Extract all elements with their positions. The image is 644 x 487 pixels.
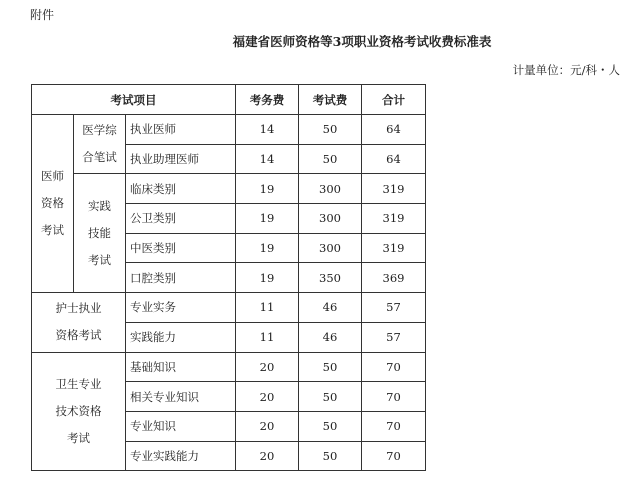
attachment-label: 附件 xyxy=(30,8,55,22)
item-name: 口腔类别 xyxy=(126,263,236,293)
item-name: 临床类别 xyxy=(126,174,236,204)
item-name: 执业助理医师 xyxy=(126,144,236,174)
item-name: 基础知识 xyxy=(126,352,236,382)
table-row xyxy=(32,293,426,323)
service-fee-cell: 19 xyxy=(236,174,299,204)
service-fee-cell: 20 xyxy=(236,411,299,441)
service-fee-cell: 20 xyxy=(236,382,299,412)
total-cell: 57 xyxy=(362,293,426,323)
service-fee-cell: 19 xyxy=(236,263,299,293)
item-name: 执业医师 xyxy=(126,115,236,145)
service-fee-cell: 19 xyxy=(236,204,299,234)
exam-fee-cell: 50 xyxy=(299,411,362,441)
item-name: 专业知识 xyxy=(126,411,236,441)
total-cell: 70 xyxy=(362,352,426,382)
exam-fee-cell: 300 xyxy=(299,174,362,204)
total-cell: 369 xyxy=(362,263,426,293)
item-name: 专业实践能力 xyxy=(126,441,236,471)
group-nurse-label: 护士执业 资格考试 xyxy=(32,293,126,352)
total-cell: 57 xyxy=(362,322,426,352)
subgroup-practical-label: 实践 技能 考试 xyxy=(74,174,126,293)
table-header-row xyxy=(32,85,426,115)
service-fee-cell: 11 xyxy=(236,293,299,323)
service-fee-cell: 20 xyxy=(236,441,299,471)
table-row xyxy=(32,352,426,382)
item-name: 中医类别 xyxy=(126,233,236,263)
exam-fee-cell: 50 xyxy=(299,115,362,145)
exam-fee-cell: 50 xyxy=(299,352,362,382)
service-fee-cell: 19 xyxy=(236,233,299,263)
exam-fee-cell: 50 xyxy=(299,144,362,174)
total-cell: 64 xyxy=(362,144,426,174)
service-fee-cell: 14 xyxy=(236,115,299,145)
total-cell: 319 xyxy=(362,233,426,263)
item-name: 相关专业知识 xyxy=(126,382,236,412)
exam-fee-cell: 300 xyxy=(299,204,362,234)
table-row xyxy=(32,115,426,145)
total-cell: 70 xyxy=(362,441,426,471)
table-row xyxy=(32,174,426,204)
service-fee-cell: 14 xyxy=(236,144,299,174)
subgroup-written-label: 医学综 合笔试 xyxy=(74,115,126,174)
total-cell: 70 xyxy=(362,411,426,441)
exam-fee-cell: 46 xyxy=(299,322,362,352)
header-item: 考试项目 xyxy=(32,85,236,115)
exam-fee-cell: 50 xyxy=(299,441,362,471)
group-health-tech-label: 卫生专业 技术资格 考试 xyxy=(32,352,126,471)
service-fee-cell: 20 xyxy=(236,352,299,382)
total-cell: 64 xyxy=(362,115,426,145)
unit-note: 计量单位：元/科・人 xyxy=(512,63,620,77)
service-fee-cell: 11 xyxy=(236,322,299,352)
header-service-fee: 考务费 xyxy=(236,85,299,115)
exam-fee-cell: 300 xyxy=(299,233,362,263)
item-name: 公卫类别 xyxy=(126,204,236,234)
item-name: 实践能力 xyxy=(126,322,236,352)
exam-fee-cell: 50 xyxy=(299,382,362,412)
header-total: 合计 xyxy=(362,85,426,115)
document-title: 福建省医师资格等3项职业资格考试收费标准表 xyxy=(232,34,492,49)
fee-standard-table xyxy=(31,84,426,471)
total-cell: 319 xyxy=(362,204,426,234)
total-cell: 319 xyxy=(362,174,426,204)
group-physician-label: 医师 资格 考试 xyxy=(32,115,74,293)
exam-fee-cell: 350 xyxy=(299,263,362,293)
exam-fee-cell: 46 xyxy=(299,293,362,323)
total-cell: 70 xyxy=(362,382,426,412)
item-name: 专业实务 xyxy=(126,293,236,323)
header-exam-fee: 考试费 xyxy=(299,85,362,115)
